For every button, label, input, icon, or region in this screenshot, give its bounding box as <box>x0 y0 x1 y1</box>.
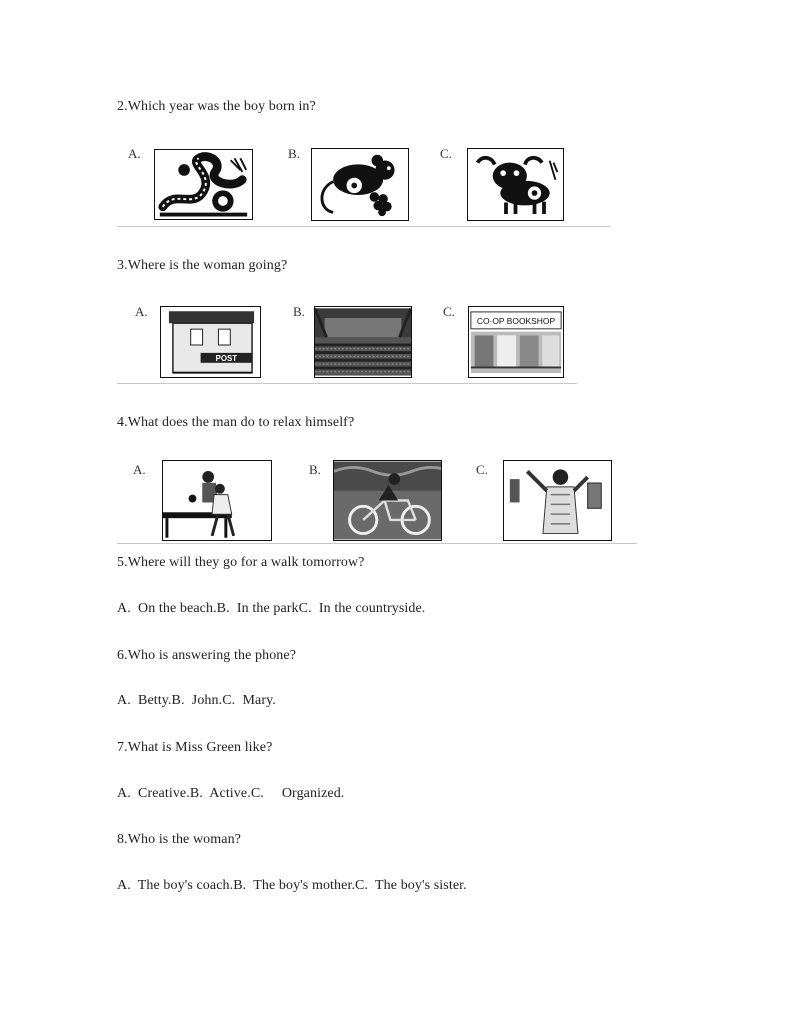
theater-photo[interactable] <box>314 306 412 378</box>
question-6-text: 6.Who is answering the phone? <box>117 648 297 663</box>
papercut-ox-icon[interactable] <box>467 148 564 221</box>
question-7-text: 7.What is Miss Green like? <box>117 740 273 755</box>
cycling-photo[interactable] <box>333 460 442 541</box>
option-c-label[interactable]: C. <box>443 304 455 319</box>
question-8-answers[interactable]: A. The boy's coach.B. The boy's mother.C. The boy's sister. <box>117 878 467 893</box>
bookshop-sign-text: CO·OP BOOKSHOP <box>476 316 556 327</box>
option-b-label[interactable]: B. <box>288 146 300 161</box>
question-3-text: 3.Where is the woman going? <box>117 258 288 273</box>
option-b-label[interactable]: B. <box>309 462 321 477</box>
shopping-photo[interactable] <box>503 460 612 541</box>
question-4-options <box>117 457 637 544</box>
question-3-options <box>117 299 577 384</box>
question-5-text: 5.Where will they go for a walk tomorrow? <box>117 555 365 570</box>
papercut-rat-icon[interactable] <box>311 148 409 221</box>
option-a-label[interactable]: A. <box>128 146 141 161</box>
option-b-label[interactable]: B. <box>293 304 305 319</box>
post-sign-text: POST <box>215 353 238 363</box>
question-6-answers[interactable]: A. Betty.B. John.C. Mary. <box>117 693 276 708</box>
question-4-text: 4.What does the man do to relax himself? <box>117 415 355 430</box>
option-a-label[interactable]: A. <box>133 462 146 477</box>
table-tennis-photo[interactable] <box>162 460 272 541</box>
post-office-photo[interactable] <box>160 306 261 378</box>
question-7-answers[interactable]: A. Creative.B. Active.C. Organized. <box>117 786 345 801</box>
question-2-text: 2.Which year was the boy born in? <box>117 99 316 114</box>
option-c-label[interactable]: C. <box>440 146 452 161</box>
bookshop-photo[interactable] <box>468 306 564 378</box>
papercut-snake-icon[interactable] <box>154 149 253 220</box>
option-a-label[interactable]: A. <box>135 304 148 319</box>
option-c-label[interactable]: C. <box>476 462 488 477</box>
question-5-answers[interactable]: A. On the beach.B. In the parkC. In the countryside. <box>117 601 426 616</box>
question-2-options <box>117 140 610 227</box>
question-8-text: 8.Who is the woman? <box>117 832 241 847</box>
